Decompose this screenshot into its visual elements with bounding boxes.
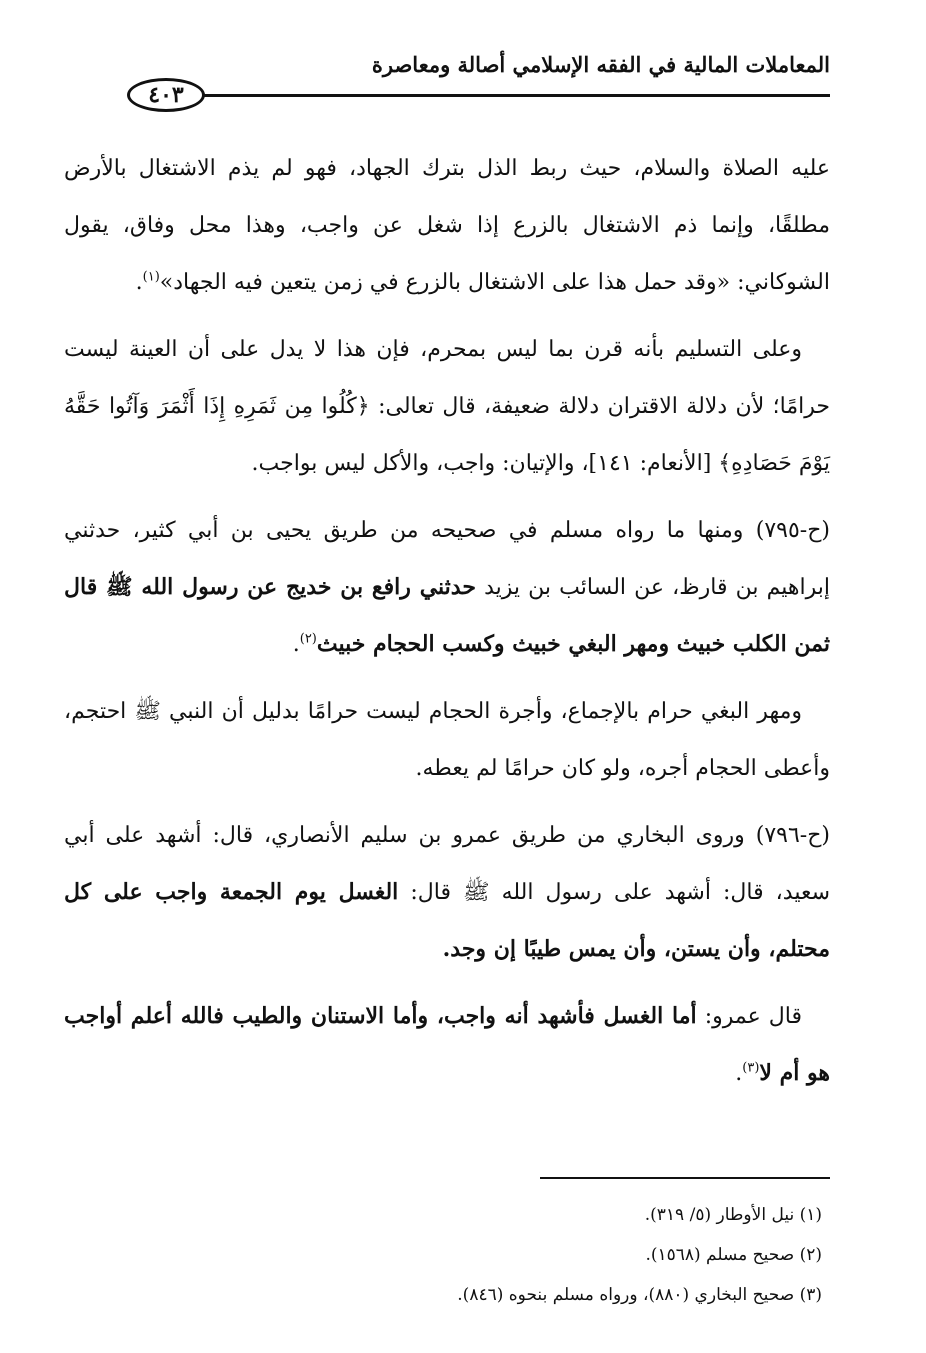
running-title: المعاملات المالية في الفقه الإسلامي أصالة ومعاصرة bbox=[371, 52, 830, 77]
body-text bbox=[64, 140, 830, 1112]
paragraph-2: وعلى التسليم بأنه قرن بما ليس بمحرم، فإن هذا لا يدل على أن العينة ليست حرامًا؛ لأن دلالة الاقتران دلالة ضعيفة، قال تعالى: ﴿كُلُوا مِن ثَمَرِهِ إِذَا أَثْمَرَ وَآتُوا حَقَّهُ يَوْمَ حَصَادِهِ﴾ [الأنعام: ١٤١]، والإتيان: واجب، والأكل ليس بواجب. bbox=[64, 337, 830, 476]
footnote-1: (١) نيل الأوطار (٥/ ٣١٩). bbox=[644, 1205, 822, 1225]
footnote-ref-2: (٢) bbox=[299, 631, 317, 647]
hadith-796: (ح-٧٩٦) وروى البخاري من طريق عمرو بن سليم الأنصاري، قال: أشهد على أبي سعيد، قال: أشهد على رسول الله ﷺ قال: الغسل يوم الجمعة واجب على كل محتلم، وأن يستن، وأن يمس طيبًا إن وجد. bbox=[64, 823, 830, 962]
page-header bbox=[65, 40, 830, 110]
hadith-795-text: حدثني رافع بن خديج عن رسول الله ﷺ قال ثمن الكلب خبيث ومهر البغي خبيث وكسب الحجام خبيث bbox=[64, 574, 830, 657]
header-rule bbox=[203, 94, 830, 97]
footnote-2: (٢) صحيح مسلم (١٥٦٨). bbox=[645, 1245, 822, 1265]
page-number: ٤٠٣ bbox=[127, 78, 205, 112]
footnote-rule bbox=[540, 1177, 830, 1179]
paragraph-6: قال عمرو: أما الغسل فأشهد أنه واجب، وأما الاستنان والطيب فالله أعلم أواجب هو أم لا$^{(٣)}$. bbox=[64, 1003, 830, 1086]
footnote-3: (٣) صحيح البخاري (٨٨٠)، ورواه مسلم بنحوه (٨٤٦). bbox=[457, 1285, 822, 1305]
hadith-795: (ح-٧٩٥) ومنها ما رواه مسلم في صحيحه من طريق يحيى بن أبي كثير، حدثني إبراهيم بن قارظ، عن السائب بن يزيد حدثني رافع بن خديج عن رسول الله ﷺ قال ثمن الكلب خبيث ومهر البغي خبيث وكسب الحجام خبيث$^{(٢)}$. bbox=[64, 518, 830, 657]
paragraph-4: ومهر البغي حرام بالإجماع، وأجرة الحجام ليست حرامًا بدليل أن النبي ﷺ احتجم، وأعطى الحجام أجره، ولو كان حرامًا لم يعطه. bbox=[64, 699, 830, 781]
hadith-796-text: الغسل يوم الجمعة واجب على كل محتلم، وأن يستن، وأن يمس طيبًا إن وجد. bbox=[64, 879, 830, 962]
footnote-ref-1: (١) bbox=[142, 269, 160, 285]
footnotes bbox=[64, 1195, 822, 1315]
footnote-ref-3: (٣) bbox=[742, 1060, 760, 1076]
paragraph-1: عليه الصلاة والسلام، حيث ربط الذل بترك الجهاد، فهو لم يذم الاشتغال بالأرض مطلقًا، وإنما ذم الاشتغال بالزرع إذا شغل عن واجب، وهذا محل وفاق، يقول الشوكاني: «وقد حمل هذا على الاشتغال بالزرع في زمن يتعين فيه الجهاد»$^{(١)}$. bbox=[64, 156, 830, 295]
